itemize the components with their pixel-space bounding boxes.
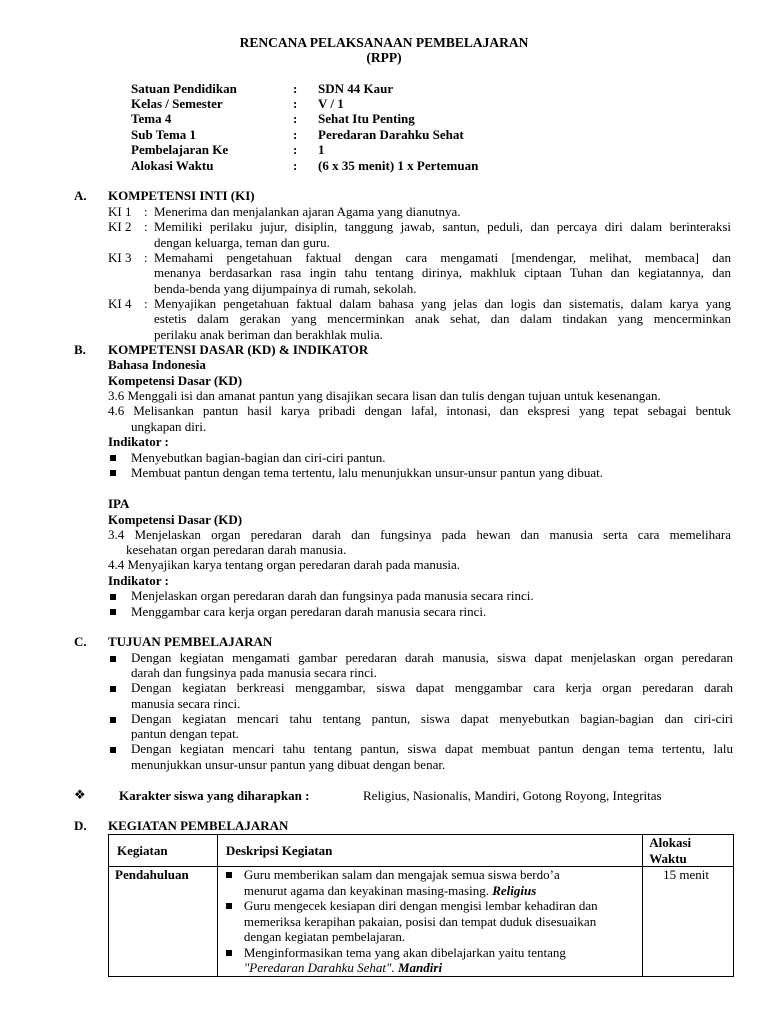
identity-sep: : — [293, 142, 298, 157]
karakter-label: Karakter siswa yang diharapkan : — [119, 788, 310, 803]
indicator-heading: Indikator : — [108, 573, 169, 588]
bullet-icon — [226, 872, 232, 878]
alokasi-value: 15 menit — [663, 867, 710, 882]
identity-value: Sehat Itu Penting — [318, 111, 415, 126]
document-title: RENCANA PELAKSANAAN PEMBELAJARAN — [239, 35, 529, 50]
objective-item: darah dan fungsinya pada manusia secara rinci. — [131, 665, 377, 680]
identity-value: SDN 44 Kaur — [318, 81, 394, 96]
ki-code: KI 4 — [108, 296, 132, 311]
kegiatan-name: Pendahuluan — [115, 867, 189, 882]
ki-code: KI 1 — [108, 204, 132, 219]
character-tag: Religius — [492, 882, 537, 898]
bullet-icon — [110, 609, 116, 615]
indicator-item: Menggambar cara kerja organ peredaran darah manusia secara rinci. — [131, 604, 487, 619]
header-waktu: Waktu — [649, 850, 687, 866]
objective-item: Dengan kegiatan mencari tahu tentang pantun, siswa dapat membuat pantun dengan tema tertentu, lalu — [131, 741, 733, 756]
activity-item — [244, 898, 642, 914]
ki-text: Memiliki perilaku jujur, disiplin, tanggung jawab, santun, peduli, dan percaya diri dalam berinteraksi — [154, 219, 731, 234]
kd-item: 4.4 Menyajikan karya tentang organ peredaran darah pada manusia. — [108, 557, 461, 572]
indicator-item: Menjelaskan organ peredaran darah dan fungsinya pada manusia secara rinci. — [131, 588, 534, 603]
bullet-icon — [226, 950, 232, 956]
activity-line: Menginformasikan tema yang akan dibelajarkan yaitu tentang — [243, 944, 566, 960]
objective-item: Dengan kegiatan mencari tahu tentang pantun, siswa dapat menyebutkan bagian-bagian dan ciri-ciri — [131, 711, 733, 726]
section-d-letter: D. — [74, 818, 87, 833]
objective-item: pantun dengan tepat. — [131, 726, 239, 741]
section-b-letter: B. — [74, 342, 86, 357]
ki-text: estetis dalam gerakan yang mencerminkan anak sehat, dan dalam tindakan yang mencerminkan — [154, 311, 731, 326]
document-subtitle: (RPP) — [366, 50, 402, 65]
ki-code: KI 2 — [108, 219, 132, 234]
indicator-item: Membuat pantun dengan tema tertentu, lalu menunjukkan unsur-unsur pantun yang dibuat. — [131, 465, 603, 480]
ki-text: benda-benda yang dijumpainya di rumah, sekolah. — [154, 281, 417, 296]
kd-item: 3.6 Menggali isi dan amanat pantun yang disajikan secara lisan dan tulis dengan tujuan untuk kesenangan. — [108, 388, 661, 403]
identity-label: Kelas / Semester — [131, 96, 223, 111]
table-cell — [109, 867, 218, 977]
ki-text: Memahami pengetahuan faktual dengan cara mengamati [mendengar, melihat, membaca] dan — [154, 250, 731, 265]
identity-value: 1 — [318, 142, 325, 157]
identity-sep: : — [293, 158, 298, 173]
bullet-icon — [110, 656, 116, 662]
indicator-item: Menyebutkan bagian-bagian dan ciri-ciri pantun. — [131, 450, 386, 465]
identity-label: Alokasi Waktu — [131, 158, 214, 173]
identity-sep: : — [293, 96, 298, 111]
bullet-icon — [110, 455, 116, 461]
header-alokasi: Alokasi — [649, 835, 692, 850]
indicator-heading: Indikator : — [108, 434, 169, 449]
bullet-icon — [110, 470, 116, 476]
bullet-icon — [226, 903, 232, 909]
activity-list — [218, 867, 642, 976]
activity-line: Guru memberikan salam dan mengajak semua siswa berdo’a — [243, 867, 560, 882]
section-a-letter: A. — [74, 188, 87, 203]
activity-text: menurut agama dan keyakinan masing-masing. — [243, 882, 489, 898]
activity-line: Guru mengecek kesiapan diri dengan mengisi lembar kehadiran dan — [243, 898, 598, 913]
character-tag: Mandiri — [397, 960, 443, 975]
table-header-row — [109, 835, 734, 867]
karakter-value: Religius, Nasionalis, Mandiri, Gotong Royong, Integritas — [363, 788, 662, 803]
activity-line: dengan kegiatan pembelajaran. — [243, 929, 406, 944]
section-c-title: TUJUAN PEMBELAJARAN — [108, 634, 273, 649]
header-cell — [643, 835, 734, 867]
table-row — [109, 867, 734, 977]
identity-value: Peredaran Darahku Sehat — [318, 127, 464, 142]
header-cell — [109, 835, 218, 867]
table-cell — [643, 867, 734, 977]
kd-heading: Kompetensi Dasar (KD) — [108, 373, 243, 388]
identity-sep: : — [293, 127, 298, 142]
identity-label: Tema 4 — [131, 111, 172, 126]
ki-text: menanya berdasarkan rasa ingin tahu tentang dirinya, makhluk ciptaan Tuhan dan kegiatannya, dan — [154, 265, 731, 280]
section-b-title: KOMPETENSI DASAR (KD) & INDIKATOR — [108, 342, 369, 357]
ki-text: Menyajikan pengetahuan faktual dalam bahasa yang jelas dan logis dan sistematis, dalam karya yang — [154, 296, 731, 311]
identity-label: Pembelajaran Ke — [131, 142, 229, 157]
header-cell — [217, 835, 642, 867]
ki-colon: : — [144, 250, 148, 265]
identity-sep: : — [293, 81, 298, 96]
ki-colon: : — [144, 296, 148, 311]
diamond-bullet-icon: ❖ — [74, 787, 86, 802]
bullet-icon — [110, 717, 116, 723]
bullet-icon — [110, 747, 116, 753]
identity-value: V / 1 — [318, 96, 344, 111]
objective-item: Dengan kegiatan berkreasi menggambar, siswa dapat menggambar cara kerja organ peredaran darah — [131, 680, 733, 695]
activity-item — [244, 945, 642, 961]
kd-item: kesehatan organ peredaran darah manusia. — [126, 542, 347, 557]
identity-sep: : — [293, 111, 298, 126]
subject-heading: Bahasa Indonesia — [108, 357, 206, 372]
ki-text: dengan keluarga, teman dan guru. — [154, 235, 330, 250]
ki-colon: : — [144, 204, 148, 219]
ki-code: KI 3 — [108, 250, 132, 265]
objective-item: Dengan kegiatan mengamati gambar peredaran darah manusia, siswa dapat menjelaskan organ peredaran — [131, 650, 733, 665]
header-kegiatan: Kegiatan — [117, 843, 168, 858]
identity-value: (6 x 35 menit) 1 x Pertemuan — [318, 158, 479, 173]
header-deskripsi: Deskripsi Kegiatan — [225, 843, 333, 858]
activity-text: "Peredaran Darahku Sehat". — [243, 960, 395, 975]
activity-line — [244, 960, 642, 976]
kd-heading: Kompetensi Dasar (KD) — [108, 512, 243, 527]
section-c-letter: C. — [74, 634, 87, 649]
activities-table — [108, 834, 734, 977]
identity-label: Satuan Pendidikan — [131, 81, 237, 96]
identity-label: Sub Tema 1 — [131, 127, 197, 142]
objective-item: menunjukkan unsur-unsur pantun yang dibuat dengan benar. — [131, 757, 446, 772]
bullet-icon — [110, 594, 116, 600]
activity-line: memeriksa kerapihan pakaian, posisi dan tempat duduk disesuaikan — [243, 913, 597, 929]
section-a-title: KOMPETENSI INTI (KI) — [108, 188, 255, 203]
ki-colon: : — [144, 219, 148, 234]
ki-text: Menerima dan menjalankan ajaran Agama yang dianutnya. — [154, 204, 461, 219]
subject-heading: IPA — [108, 496, 130, 511]
kd-item: 4.6 Melisankan pantun hasil karya pribadi dengan lafal, intonasi, dan ekspresi yang tepat sebagai bentuk — [108, 403, 731, 418]
ki-text: perilaku anak beriman dan berakhlak mulia. — [154, 327, 383, 342]
activity-line — [244, 883, 642, 899]
section-d-title: KEGIATAN PEMBELAJARAN — [108, 818, 289, 833]
kd-item: 3.4 Menjelaskan organ peredaran darah dan fungsinya pada hewan dan manusia serta cara memelihara — [108, 527, 731, 542]
bullet-icon — [110, 686, 116, 692]
table-cell — [217, 867, 642, 977]
objective-item: manusia secara rinci. — [131, 696, 241, 711]
kd-item: ungkapan diri. — [131, 419, 207, 434]
